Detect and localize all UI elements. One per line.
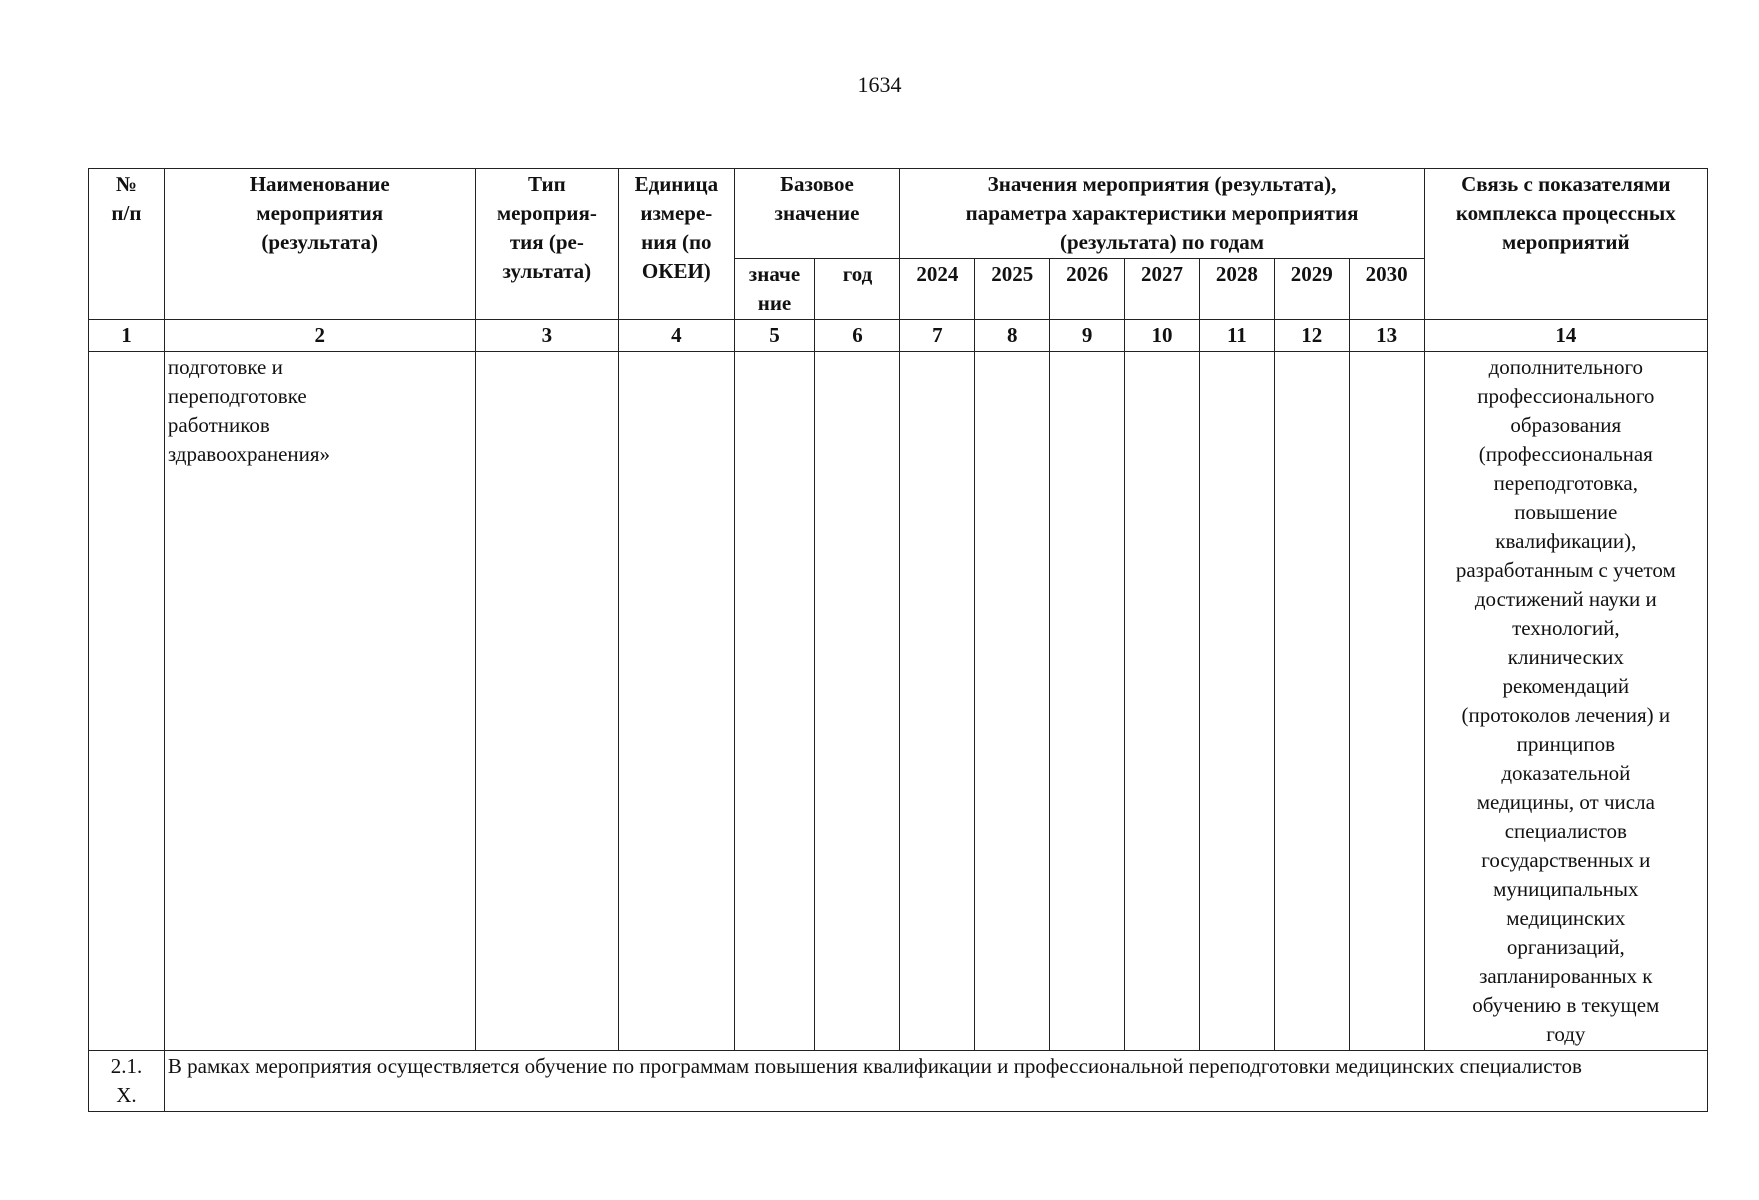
column-number: 2 (164, 320, 475, 352)
row-description: В рамках мероприятия осуществляется обучение по программам повышения квалификации и профессиональной переподготовки медицинских специалистов (164, 1051, 1707, 1112)
column-number: 7 (900, 320, 975, 352)
column-number: 13 (1349, 320, 1424, 352)
cell-year-2025 (975, 352, 1050, 1051)
header-year-2030: 2030 (1349, 259, 1424, 320)
header-col-values: Значения мероприятия (результата), параметра характеристики мероприятия (результата) по годам (900, 169, 1424, 259)
header-col-base: Базовое значение (734, 169, 900, 259)
cell-measure-name: подготовке и переподготовке работников здравоохранения» (164, 352, 475, 1051)
cell-no (89, 352, 165, 1051)
header-col-name: Наименование мероприятия (результата) (164, 169, 475, 320)
header-year-2026: 2026 (1050, 259, 1125, 320)
column-number: 5 (734, 320, 815, 352)
header-year-2027: 2027 (1125, 259, 1200, 320)
cell-unit (619, 352, 734, 1051)
column-number: 14 (1424, 320, 1707, 352)
row-number: 2.1. X. (89, 1051, 165, 1112)
header-col-link: Связь с показателями комплекса процессных мероприятий (1424, 169, 1707, 320)
header-col-type: Тип мероприя- тия (ре- зультата) (475, 169, 619, 320)
column-number: 12 (1274, 320, 1349, 352)
column-number: 4 (619, 320, 734, 352)
cell-year-2026 (1050, 352, 1125, 1051)
column-number: 9 (1050, 320, 1125, 352)
header-row-1 (89, 169, 1708, 259)
cell-year-2027 (1125, 352, 1200, 1051)
cell-year-2030 (1349, 352, 1424, 1051)
header-sub-year: год (815, 259, 900, 320)
header-year-2024: 2024 (900, 259, 975, 320)
cell-year-2024 (900, 352, 975, 1051)
column-number: 8 (975, 320, 1050, 352)
cell-base-year (815, 352, 900, 1051)
header-year-2025: 2025 (975, 259, 1050, 320)
header-col-no: № п/п (89, 169, 165, 320)
column-number: 6 (815, 320, 900, 352)
column-number: 1 (89, 320, 165, 352)
column-number-row (89, 320, 1708, 352)
page-number: 1634 (857, 72, 902, 97)
column-number: 11 (1199, 320, 1274, 352)
column-number: 10 (1125, 320, 1200, 352)
header-year-2029: 2029 (1274, 259, 1349, 320)
cell-year-2029 (1274, 352, 1349, 1051)
cell-type (475, 352, 619, 1051)
table-row-2-1 (89, 1051, 1708, 1112)
cell-indicator-link: дополнительного профессионального образования (профессиональная переподготовка, повышение квалификации), разработанным с учетом достижений науки и технологий, клинических рекомендаций (протоколов лечения) и принципов доказательной медицины, от числа специалистов государственных и муниципальных медицинских организаций, запланированных к обучению в текущем году (1424, 352, 1707, 1051)
measures-table (88, 168, 1708, 1112)
header-sub-value: значе ние (734, 259, 815, 320)
column-number: 3 (475, 320, 619, 352)
header-year-2028: 2028 (1199, 259, 1274, 320)
table-row-continuation (89, 352, 1708, 1051)
cell-base-value (734, 352, 815, 1051)
header-col-unit: Единица измере- ния (по ОКЕИ) (619, 169, 734, 320)
cell-year-2028 (1199, 352, 1274, 1051)
